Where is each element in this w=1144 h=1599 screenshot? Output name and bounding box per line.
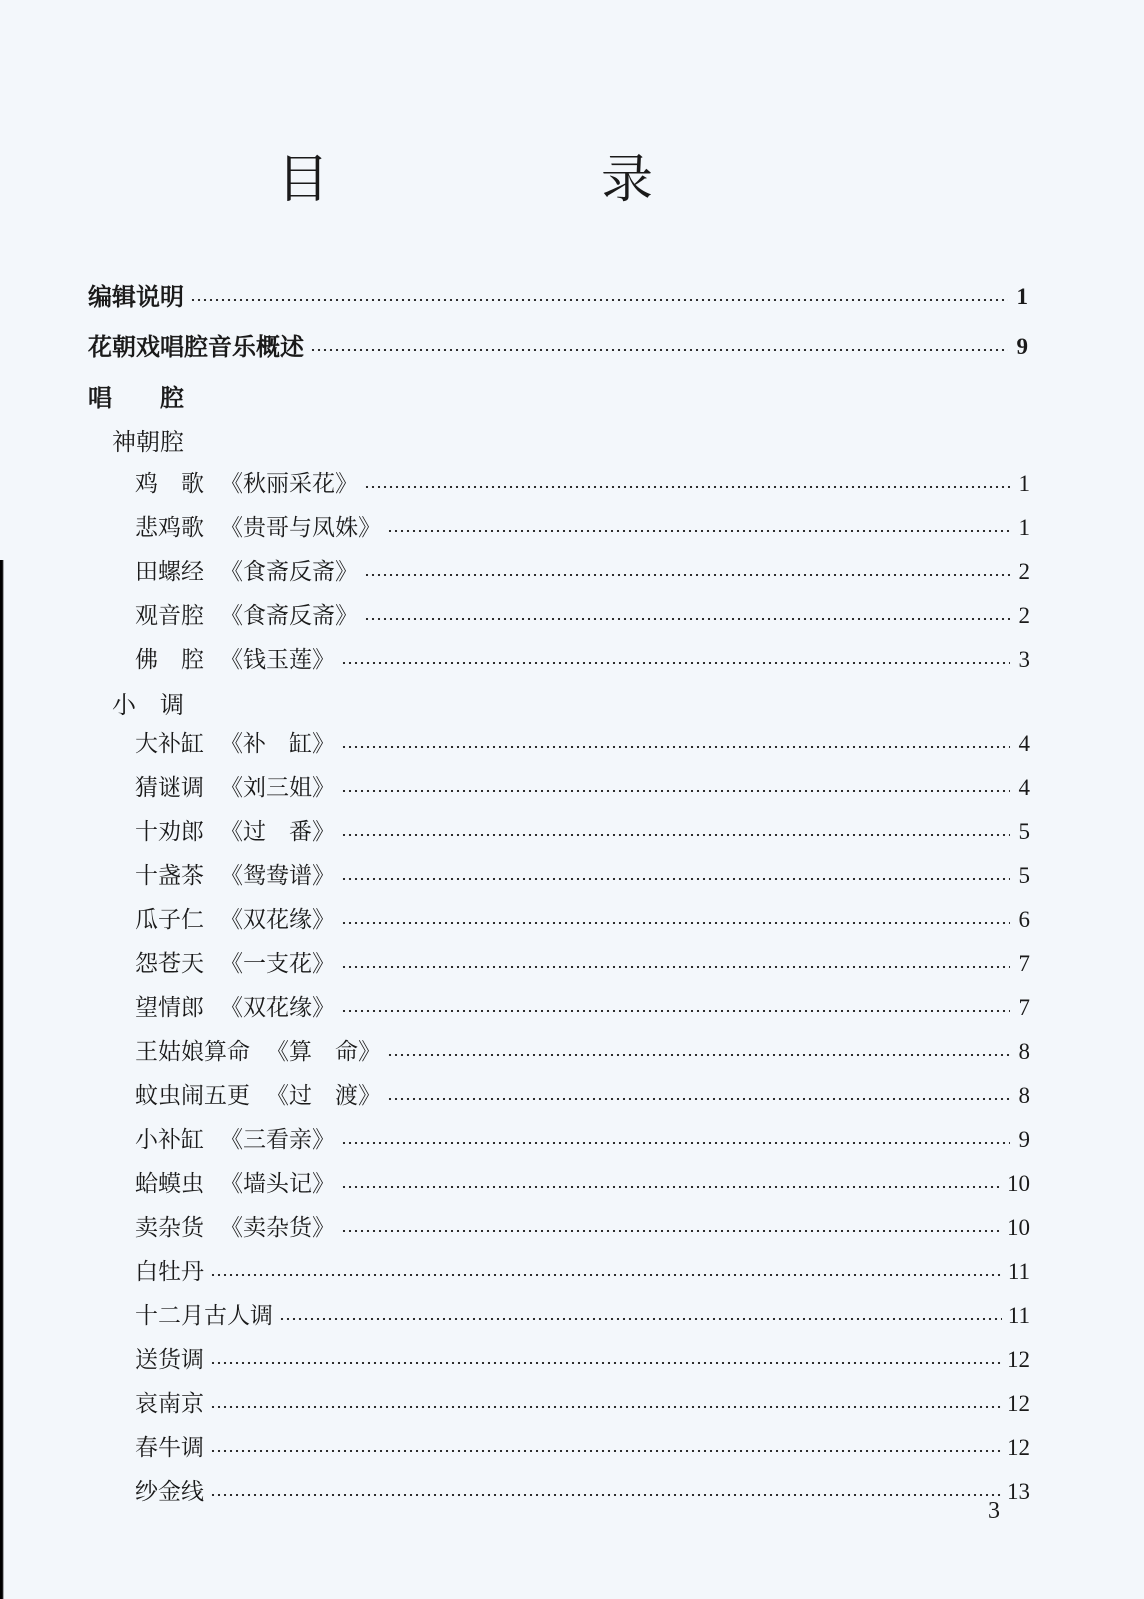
dot-leader bbox=[210, 1450, 1001, 1452]
section-heading-vocal: 唱 腔 bbox=[88, 384, 184, 412]
toc-entry[interactable] bbox=[135, 557, 1030, 587]
dot-leader bbox=[341, 662, 1010, 664]
aria-name: 望情郎 bbox=[135, 995, 204, 1021]
toc-entry[interactable] bbox=[135, 513, 1030, 543]
dot-leader bbox=[341, 878, 1010, 880]
entry-page-number: 7 bbox=[1018, 995, 1030, 1020]
entry-page-number: 9 bbox=[1018, 1127, 1030, 1152]
toc-entry[interactable] bbox=[135, 1037, 1030, 1067]
play-title: 《秋丽采花》 bbox=[220, 471, 358, 497]
entry-page-number: 5 bbox=[1018, 819, 1030, 844]
dot-leader bbox=[387, 530, 1010, 532]
entry-page-number: 2 bbox=[1018, 603, 1030, 628]
entry-page-number: 7 bbox=[1018, 951, 1030, 976]
dot-leader bbox=[387, 1098, 1010, 1100]
play-title: 《刘三姐》 bbox=[220, 775, 335, 801]
play-title: 《一支花》 bbox=[220, 951, 335, 977]
entry-page-number: 2 bbox=[1018, 559, 1030, 584]
page-folio: 3 bbox=[988, 1498, 1000, 1524]
subsection-heading: 小 调 bbox=[112, 691, 184, 719]
entry-page-number: 12 bbox=[1007, 1347, 1030, 1372]
play-title: 《双花缘》 bbox=[220, 907, 335, 933]
dot-leader bbox=[341, 1142, 1010, 1144]
entry-page-number: 4 bbox=[1018, 731, 1030, 756]
aria-name: 怨苍天 bbox=[135, 951, 204, 977]
entry-page-number: 6 bbox=[1018, 907, 1030, 932]
entry-page-number: 1 bbox=[1016, 284, 1028, 309]
toc-entry[interactable] bbox=[135, 993, 1030, 1023]
aria-name: 佛 腔 bbox=[135, 647, 204, 673]
aria-name: 卖杂货 bbox=[135, 1215, 204, 1241]
entry-page-number: 12 bbox=[1007, 1435, 1030, 1460]
entry-page-number: 9 bbox=[1016, 334, 1028, 359]
entry-page-number: 11 bbox=[1007, 1259, 1030, 1284]
dot-leader bbox=[279, 1318, 1002, 1320]
toc-entry-music-overview[interactable] bbox=[88, 332, 1028, 362]
play-title: 《卖杂货》 bbox=[220, 1215, 335, 1241]
play-title: 《钱玉莲》 bbox=[220, 647, 335, 673]
aria-name: 悲鸡歌 bbox=[135, 515, 204, 541]
dot-leader bbox=[364, 486, 1010, 488]
entry-page-number: 8 bbox=[1018, 1039, 1030, 1064]
dot-leader bbox=[387, 1054, 1010, 1056]
aria-name: 大补缸 bbox=[135, 731, 204, 757]
entry-label: 花朝戏唱腔音乐概述 bbox=[88, 333, 304, 361]
dot-leader bbox=[210, 1362, 1001, 1364]
toc-entry[interactable] bbox=[135, 1433, 1030, 1463]
entry-label: 编辑说明 bbox=[88, 283, 184, 311]
play-title: 《食斋反斋》 bbox=[220, 603, 358, 629]
play-title: 《食斋反斋》 bbox=[220, 559, 358, 585]
play-title: 《三看亲》 bbox=[220, 1127, 335, 1153]
dot-leader bbox=[341, 1186, 1001, 1188]
entry-page-number: 11 bbox=[1007, 1303, 1030, 1328]
aria-name: 蛤蟆虫 bbox=[135, 1171, 204, 1197]
dot-leader bbox=[190, 299, 1008, 301]
toc-entry[interactable] bbox=[135, 905, 1030, 935]
toc-entry[interactable] bbox=[135, 1345, 1030, 1375]
toc-entry[interactable] bbox=[135, 1477, 1030, 1507]
play-title: 《双花缘》 bbox=[220, 995, 335, 1021]
page-title: 目 录 bbox=[276, 150, 763, 210]
toc-entry[interactable] bbox=[135, 1081, 1030, 1111]
toc-entry[interactable] bbox=[135, 773, 1030, 803]
toc-entry[interactable] bbox=[135, 1125, 1030, 1155]
entry-page-number: 12 bbox=[1007, 1391, 1030, 1416]
aria-name: 白牡丹 bbox=[135, 1259, 204, 1285]
dot-leader bbox=[341, 790, 1010, 792]
play-title: 《补 缸》 bbox=[220, 731, 335, 757]
aria-name: 哀南京 bbox=[135, 1391, 204, 1417]
toc-entry[interactable] bbox=[135, 729, 1030, 759]
aria-name: 纱金线 bbox=[135, 1479, 204, 1505]
entry-page-number: 4 bbox=[1018, 775, 1030, 800]
play-title: 《过 番》 bbox=[220, 819, 335, 845]
aria-name: 十劝郎 bbox=[135, 819, 204, 845]
toc-entry[interactable] bbox=[135, 1213, 1030, 1243]
play-title: 《鸳鸯谱》 bbox=[220, 863, 335, 889]
aria-name: 送货调 bbox=[135, 1347, 204, 1373]
dot-leader bbox=[341, 746, 1010, 748]
dot-leader bbox=[341, 922, 1010, 924]
aria-name: 春牛调 bbox=[135, 1435, 204, 1461]
aria-name: 猜谜调 bbox=[135, 775, 204, 801]
dot-leader bbox=[341, 1230, 1001, 1232]
dot-leader bbox=[210, 1406, 1001, 1408]
entry-page-number: 10 bbox=[1007, 1171, 1030, 1196]
aria-name: 十盏茶 bbox=[135, 863, 204, 889]
aria-name: 蚊虫闹五更 bbox=[135, 1083, 250, 1109]
toc-entry[interactable] bbox=[135, 1257, 1030, 1287]
dot-leader bbox=[341, 1010, 1010, 1012]
dot-leader bbox=[341, 834, 1010, 836]
toc-entry-editorial-notes[interactable] bbox=[88, 282, 1028, 312]
aria-name: 瓜子仁 bbox=[135, 907, 204, 933]
aria-name: 观音腔 bbox=[135, 603, 204, 629]
toc-entry[interactable] bbox=[135, 949, 1030, 979]
play-title: 《贵哥与凤姝》 bbox=[220, 515, 381, 541]
toc-entry[interactable] bbox=[135, 1389, 1030, 1419]
subsection-heading: 神朝腔 bbox=[112, 428, 184, 456]
play-title: 《墙头记》 bbox=[220, 1171, 335, 1197]
entry-page-number: 5 bbox=[1018, 863, 1030, 888]
dot-leader bbox=[210, 1274, 1002, 1276]
entry-page-number: 1 bbox=[1018, 515, 1030, 540]
toc-entry[interactable] bbox=[135, 469, 1030, 499]
entry-page-number: 1 bbox=[1018, 471, 1030, 496]
toc-entry[interactable] bbox=[135, 817, 1030, 847]
toc-entry[interactable] bbox=[135, 1169, 1030, 1199]
play-title: 《算 命》 bbox=[266, 1039, 381, 1065]
entry-page-number: 3 bbox=[1018, 647, 1030, 672]
dot-leader bbox=[310, 349, 1008, 351]
aria-name: 小补缸 bbox=[135, 1127, 204, 1153]
entry-page-number: 10 bbox=[1007, 1215, 1030, 1240]
toc-entry[interactable] bbox=[135, 601, 1030, 631]
entry-page-number: 13 bbox=[1007, 1479, 1030, 1504]
dot-leader bbox=[364, 618, 1010, 620]
aria-name: 十二月古人调 bbox=[135, 1303, 273, 1329]
aria-name: 田螺经 bbox=[135, 559, 204, 585]
dot-leader bbox=[210, 1494, 1001, 1496]
aria-name: 王姑娘算命 bbox=[135, 1039, 250, 1065]
toc-entry[interactable] bbox=[135, 861, 1030, 891]
dot-leader bbox=[341, 966, 1010, 968]
toc-entry[interactable] bbox=[135, 645, 1030, 675]
entry-page-number: 8 bbox=[1018, 1083, 1030, 1108]
dot-leader bbox=[364, 574, 1010, 576]
play-title: 《过 渡》 bbox=[266, 1083, 381, 1109]
scan-edge-shadow bbox=[0, 560, 4, 1599]
toc-entry[interactable] bbox=[135, 1301, 1030, 1331]
aria-name: 鸡 歌 bbox=[135, 471, 204, 497]
